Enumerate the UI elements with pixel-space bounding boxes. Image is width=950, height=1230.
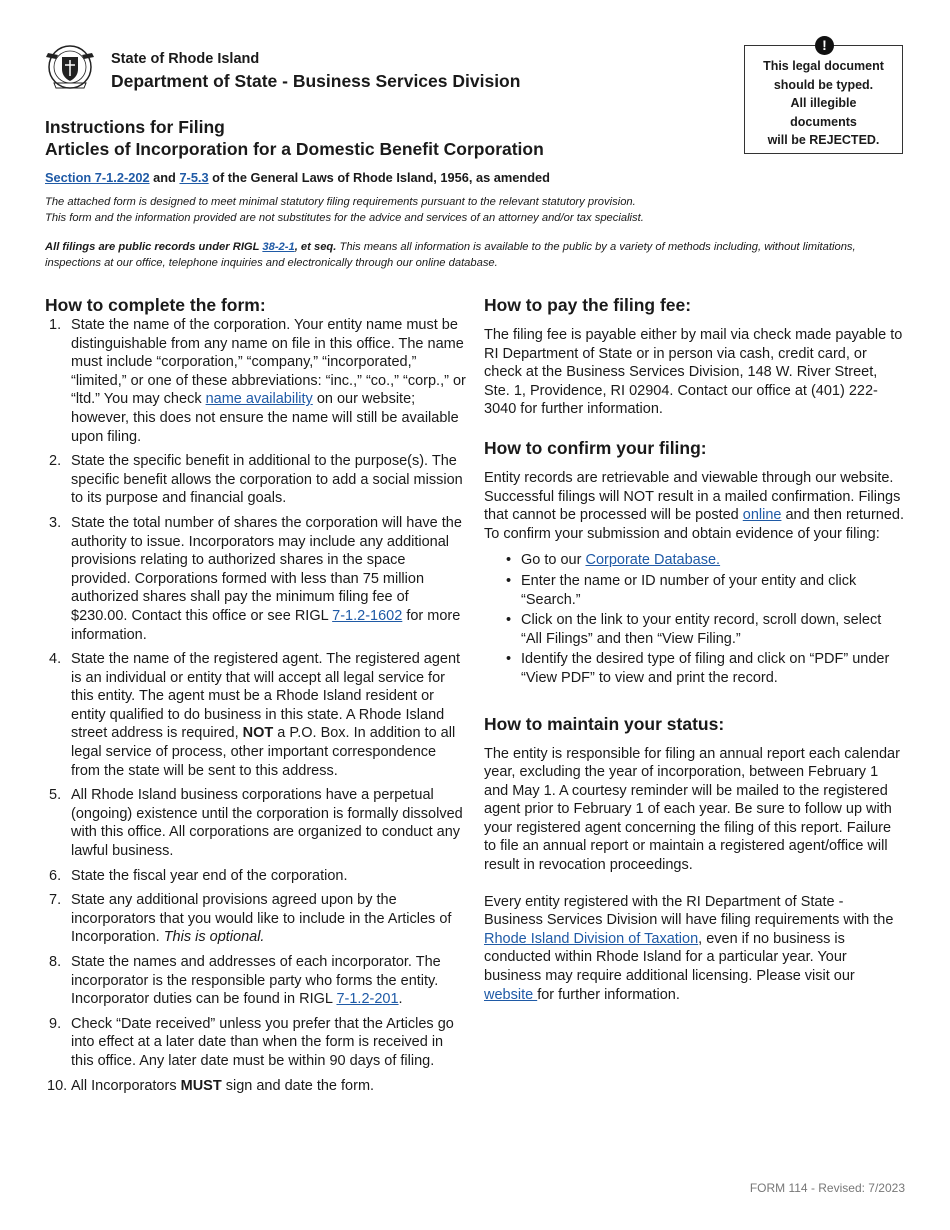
step-number: 5. xyxy=(49,787,62,804)
step-emphasis: MUST xyxy=(180,1077,222,1094)
public-records-lead-end: , et seq. xyxy=(294,241,337,253)
list-item xyxy=(45,1015,469,1071)
bullet-text: Go to our xyxy=(521,552,586,569)
step-text: on our website; however, this does not ensure the name will still be available upon filing. xyxy=(71,391,459,445)
step-text: State the name of the corporation. Your entity name must be distinguishable from any name on file in this office. The name must include “corporation,” “company,” “incorporated,” “limited,” or one of these abbreviations: “inc.,” “co.,” “corp.,” or “ltd.” You may check xyxy=(71,317,466,408)
state-seal-icon xyxy=(44,43,96,91)
online-link[interactable]: online xyxy=(742,507,782,524)
confirm-text-b: and then returned. To confirm your submission and obtain evidence of your filing: xyxy=(484,507,904,542)
step-text: State the specific benefit in additional to the purpose(s). The specific benefit allows the corporation to add a social mission to its purpose and financial goals. xyxy=(71,453,463,507)
list-item xyxy=(45,953,469,1009)
list-item xyxy=(45,786,469,860)
notice-line: should be typed. xyxy=(773,77,874,92)
rigl-38-2-1-link[interactable]: 38-2-1 xyxy=(262,241,295,253)
step-number: 3. xyxy=(49,514,62,531)
maintain-section xyxy=(484,714,906,1005)
instruction-steps xyxy=(45,316,469,1101)
website-link[interactable]: website xyxy=(484,986,538,1003)
disclaimer-line-1: The attached form is designed to meet minimal statutory filing requirements pursuant to the relevant statutory provision. xyxy=(45,196,636,208)
section-7-1-2-202-link[interactable]: Section 7-1.2-202 xyxy=(45,170,150,185)
step-text: Check “Date received” unless you prefer that the Articles go into effect at a later date than when the form is received in this office. Any later date must be within 90 days of filing. xyxy=(71,1015,454,1069)
maintain-text-c: for further information. xyxy=(537,986,680,1003)
maintain-para-1: The entity is responsible for filing an annual report each calendar year, excluding the year of incorporation, between February 1 and May 1. A courtesy reminder will be mailed to the registered agent prior to February 1 of each year. Be sure to follow up with your registered agent concerning the filing of this report. Failure to file an annual report or maintain a registered agent/office will result in revocation proceedings. xyxy=(484,745,900,874)
list-item xyxy=(45,650,469,780)
maintain-para-2 xyxy=(484,893,906,1005)
step-number: 9. xyxy=(49,1015,62,1032)
list-item xyxy=(45,891,469,947)
maintain-text-b: , even if no business is conducted within Rhode Island for a particular year. Your business may require additional licensing. Please visit our xyxy=(484,930,855,985)
step-number: 1. xyxy=(49,317,62,333)
how-to-maintain-heading: How to maintain your status: xyxy=(484,713,725,734)
rigl-7-1-2-201-link[interactable]: 7-1.2-201 xyxy=(336,991,399,1008)
public-records-lead: All filings are public records under RIGL xyxy=(45,241,263,253)
list-item xyxy=(45,1077,469,1096)
how-to-pay-heading: How to pay the filing fee: xyxy=(484,295,692,315)
step-text: a P.O. Box. In addition to all legal service of process, other important correspondence from the state will be sent to this address. xyxy=(71,725,456,779)
step-text: State the fiscal year end of the corporation. xyxy=(71,867,348,884)
list-item: • Enter the name or ID number of your entity and click “Search.” xyxy=(506,572,857,608)
bullet-text: Enter the name or ID number of your entity and click “Search.” xyxy=(521,572,857,608)
division-of-taxation-link[interactable]: Rhode Island Division of Taxation xyxy=(484,930,699,947)
department-name: Department of State - Business Services Division xyxy=(111,71,521,91)
rigl-7-1-2-1602-link[interactable]: 7-1.2-1602 xyxy=(332,607,403,624)
typed-document-notice xyxy=(744,37,903,154)
law-rest: of the General Laws of Rhode Island, 1956, as amended xyxy=(208,170,550,185)
notice-line: documents xyxy=(790,114,857,129)
step-text: All Rhode Island business corporations have a perpetual (ongoing) existence until the corporation is formally dissolved with this office. All corporations are organized to conduct any lawful business. xyxy=(71,787,463,860)
list-item xyxy=(45,867,469,886)
step-text: All Incorporators xyxy=(71,1077,181,1094)
step-number: 7. xyxy=(49,892,62,909)
confirm-text xyxy=(484,469,906,543)
step-text: for more information. xyxy=(71,607,461,643)
notice-line: This legal document xyxy=(763,59,884,73)
step-emphasis: NOT xyxy=(242,725,274,742)
confirm-text-a: Entity records are retrievable and viewable through our website. Successful filings will NOT result in a mailed confirmation. Filings that cannot be processed will be posted xyxy=(484,469,901,524)
step-number: 4. xyxy=(49,651,62,668)
step-number: 10. xyxy=(47,1077,68,1094)
section-7-5-3-link[interactable]: 7-5.3 xyxy=(179,170,209,185)
bullet-text: Click on the link to your entity record, scroll down, select “All Filings” and then “View Filing.” xyxy=(521,612,882,647)
title-line-2: Articles of Incorporation for a Domestic Benefit Corporation xyxy=(45,139,544,159)
maintain-text-a: Every entity registered with the RI Department of State - Business Services Division will have filing requirements with the xyxy=(484,893,894,929)
list-item: • Go to our Corporate Database. xyxy=(506,552,721,569)
public-records-note xyxy=(45,239,905,271)
law-reference xyxy=(45,170,550,185)
notice-line: All illegible xyxy=(790,96,857,110)
step-text: State the names and addresses of each incorporator. The incorporator is the responsible party who forms the entity. Incorporator duties can be found in RIGL xyxy=(71,954,441,1008)
step-text: State the name of the registered agent. The registered agent is an individual or entity that will accept all legal service for this entity. The agent must be a Rhode Island resident or entity qualified to do business in this state. A Rhode Island street address is required, xyxy=(71,651,461,742)
step-text: . xyxy=(398,991,403,1008)
corporate-database-link[interactable]: Corporate Database. xyxy=(585,552,721,569)
public-records-rest: This means all information is available to the public by a variety of methods including, without limitations, inspections at our office, telephone inquiries and electronically through our online database. xyxy=(45,241,856,269)
confirm-section xyxy=(484,438,906,688)
law-and: and xyxy=(149,170,180,185)
step-number: 2. xyxy=(49,453,62,470)
exclamation-icon: ! xyxy=(815,36,834,55)
step-number: 8. xyxy=(49,954,62,970)
list-item xyxy=(45,452,469,508)
list-item xyxy=(45,514,469,644)
bullet-text: Identify the desired type of filing and click on “PDF” under “View PDF” to view and print the record. xyxy=(521,651,890,686)
list-item xyxy=(45,316,469,446)
confirm-steps xyxy=(484,551,906,687)
disclaimer xyxy=(45,194,644,226)
form-revision-footer: FORM 114 - Revised: 7/2023 xyxy=(749,1181,905,1195)
right-column xyxy=(484,295,906,1023)
step-text: State the total number of shares the corporation will have the authority to issue. Incorporators may include any additional provisions relating to authorized shares in the space provided. Corporations formed with less than 75 million authorized shares shall pay the minimum filing fee of $230.00. Contact this office or see RIGL xyxy=(71,514,462,624)
step-number: 6. xyxy=(49,867,62,884)
name-availability-link[interactable]: name availability xyxy=(205,391,313,408)
pay-text: The filing fee is payable either by mail via check made payable to RI Department of State or in person via cash, credit card, or check at the Business Services Division, 148 W. River Street, Ste. 1, Providence, RI 02904. Contact our office at (401) 222-3040 for further information. xyxy=(484,327,903,418)
how-to-confirm-heading: How to confirm your filing: xyxy=(484,437,707,458)
title-line-1: Instructions for Filing xyxy=(45,117,225,137)
pay-section xyxy=(484,295,906,419)
list-item: • Identify the desired type of filing and click on “PDF” under “View PDF” to view and print the record. xyxy=(506,651,890,686)
step-italic: This is optional. xyxy=(163,929,265,946)
list-item: • Click on the link to your entity record, scroll down, select “All Filings” and then “View Filing.” xyxy=(506,612,882,647)
how-to-complete-heading: How to complete the form: xyxy=(45,295,266,315)
notice-line: will be REJECTED. xyxy=(767,133,880,147)
step-text: sign and date the form. xyxy=(221,1077,375,1094)
state-name: State of Rhode Island xyxy=(111,51,260,67)
disclaimer-line-2: This form and the information provided are not substitutes for the advice and services of an attorney and/or tax specialist. xyxy=(45,212,644,224)
step-text: State any additional provisions agreed upon by the incorporators that you would like to include in the Articles of Incorporation. xyxy=(71,892,452,946)
